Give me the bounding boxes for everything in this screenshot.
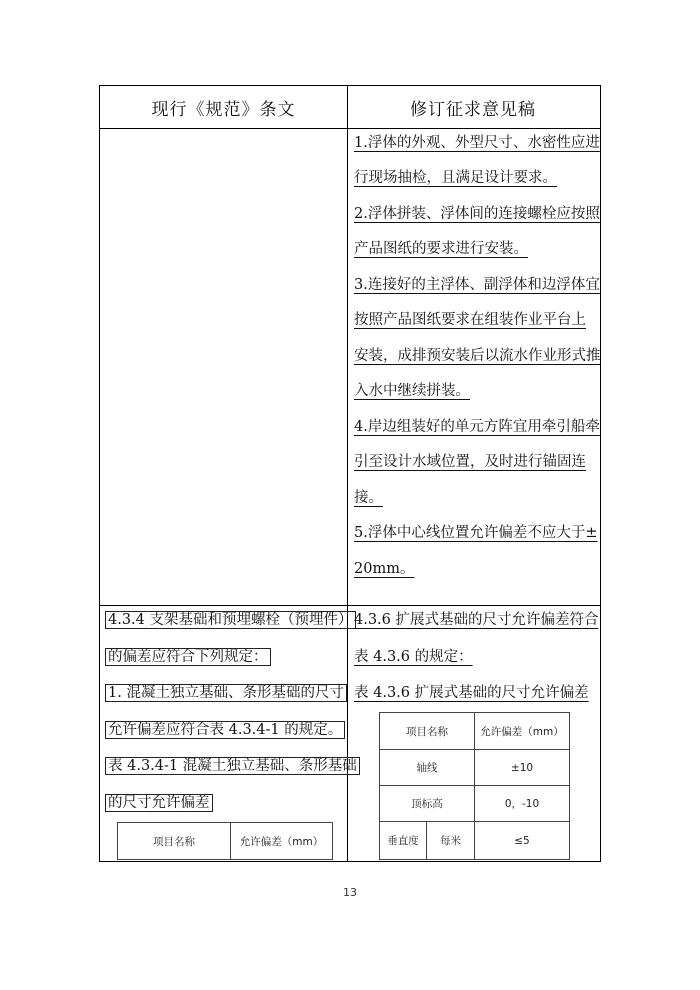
inner-cell-item: 顶标高	[380, 786, 475, 822]
comparison-table	[99, 85, 601, 862]
current-text-line: 表 4.3.4-1 混凝土独立基础、条形基础	[105, 757, 360, 775]
revised-text-line: 5.浮体中心线位置允许偏差不应大于±	[354, 525, 598, 541]
revised-text-line: 接。	[354, 490, 383, 506]
inner-cell-subitem: 每米	[427, 822, 475, 860]
revised-text-line: 产品图纸的要求进行安装。	[354, 241, 528, 257]
revised-text-line: 表 4.3.6 的规定：	[354, 649, 473, 665]
revised-text-line: 20mm。	[354, 561, 415, 577]
revised-text-line: 2.浮体拼装、浮体间的连接螺栓应按照	[354, 206, 600, 222]
inner-header-item-name: 项目名称	[118, 823, 231, 860]
header-revision-draft: 修订征求意见稿	[410, 99, 536, 120]
current-text-line: 的尺寸允许偏差	[105, 794, 213, 812]
revised-text-line: 入水中继续拼装。	[354, 383, 470, 399]
left-tolerance-table	[117, 822, 333, 860]
inner-cell-value: ≤5	[475, 822, 570, 860]
header-current-code: 现行《规范》条文	[151, 99, 296, 120]
current-text-line: 4.3.4 支架基础和预埋螺栓（预埋件）	[105, 611, 356, 629]
inner-cell-value: ±10	[475, 750, 570, 786]
revised-text-line: 4.3.6 扩展式基础的尺寸允许偏差符合	[354, 612, 599, 628]
current-text-line: 的偏差应符合下列规定：	[105, 648, 271, 666]
column-divider	[347, 86, 348, 861]
revised-text-line: 引至设计水域位置，及时进行锚固连	[354, 454, 586, 470]
revised-text-line: 表 4.3.6 扩展式基础的尺寸允许偏差	[354, 685, 589, 701]
header-divider	[100, 128, 600, 129]
inner-header-item-name: 项目名称	[380, 713, 475, 750]
inner-header-tolerance: 允许偏差（mm）	[231, 823, 333, 860]
inner-header-tolerance: 允许偏差（mm）	[475, 713, 570, 750]
inner-cell-item: 轴线	[380, 750, 475, 786]
inner-cell-item: 垂直度	[380, 822, 427, 860]
current-text-line: 1. 混凝土独立基础、条形基础的尺寸	[105, 684, 347, 702]
right-tolerance-table	[379, 712, 570, 860]
revised-text-line: 3.连接好的主浮体、副浮体和边浮体宜	[354, 277, 600, 293]
revised-text-line: 安装，成排预安装后以流水作业形式推	[354, 348, 601, 364]
inner-cell-value: 0，-10	[475, 786, 570, 822]
row-divider	[100, 605, 600, 606]
current-text-line: 允许偏差应符合表 4.3.4-1 的规定。	[105, 721, 345, 739]
revised-text-line: 1.浮体的外观、外型尺寸、水密性应进	[354, 135, 600, 151]
revised-text-line: 4.岸边组装好的单元方阵宜用牵引船牵	[354, 419, 600, 435]
revised-text-line: 行现场抽检，且满足设计要求。	[354, 170, 557, 186]
revised-text-line: 按照产品图纸要求在组装作业平台上	[354, 312, 586, 328]
page-number: 13	[343, 886, 357, 899]
